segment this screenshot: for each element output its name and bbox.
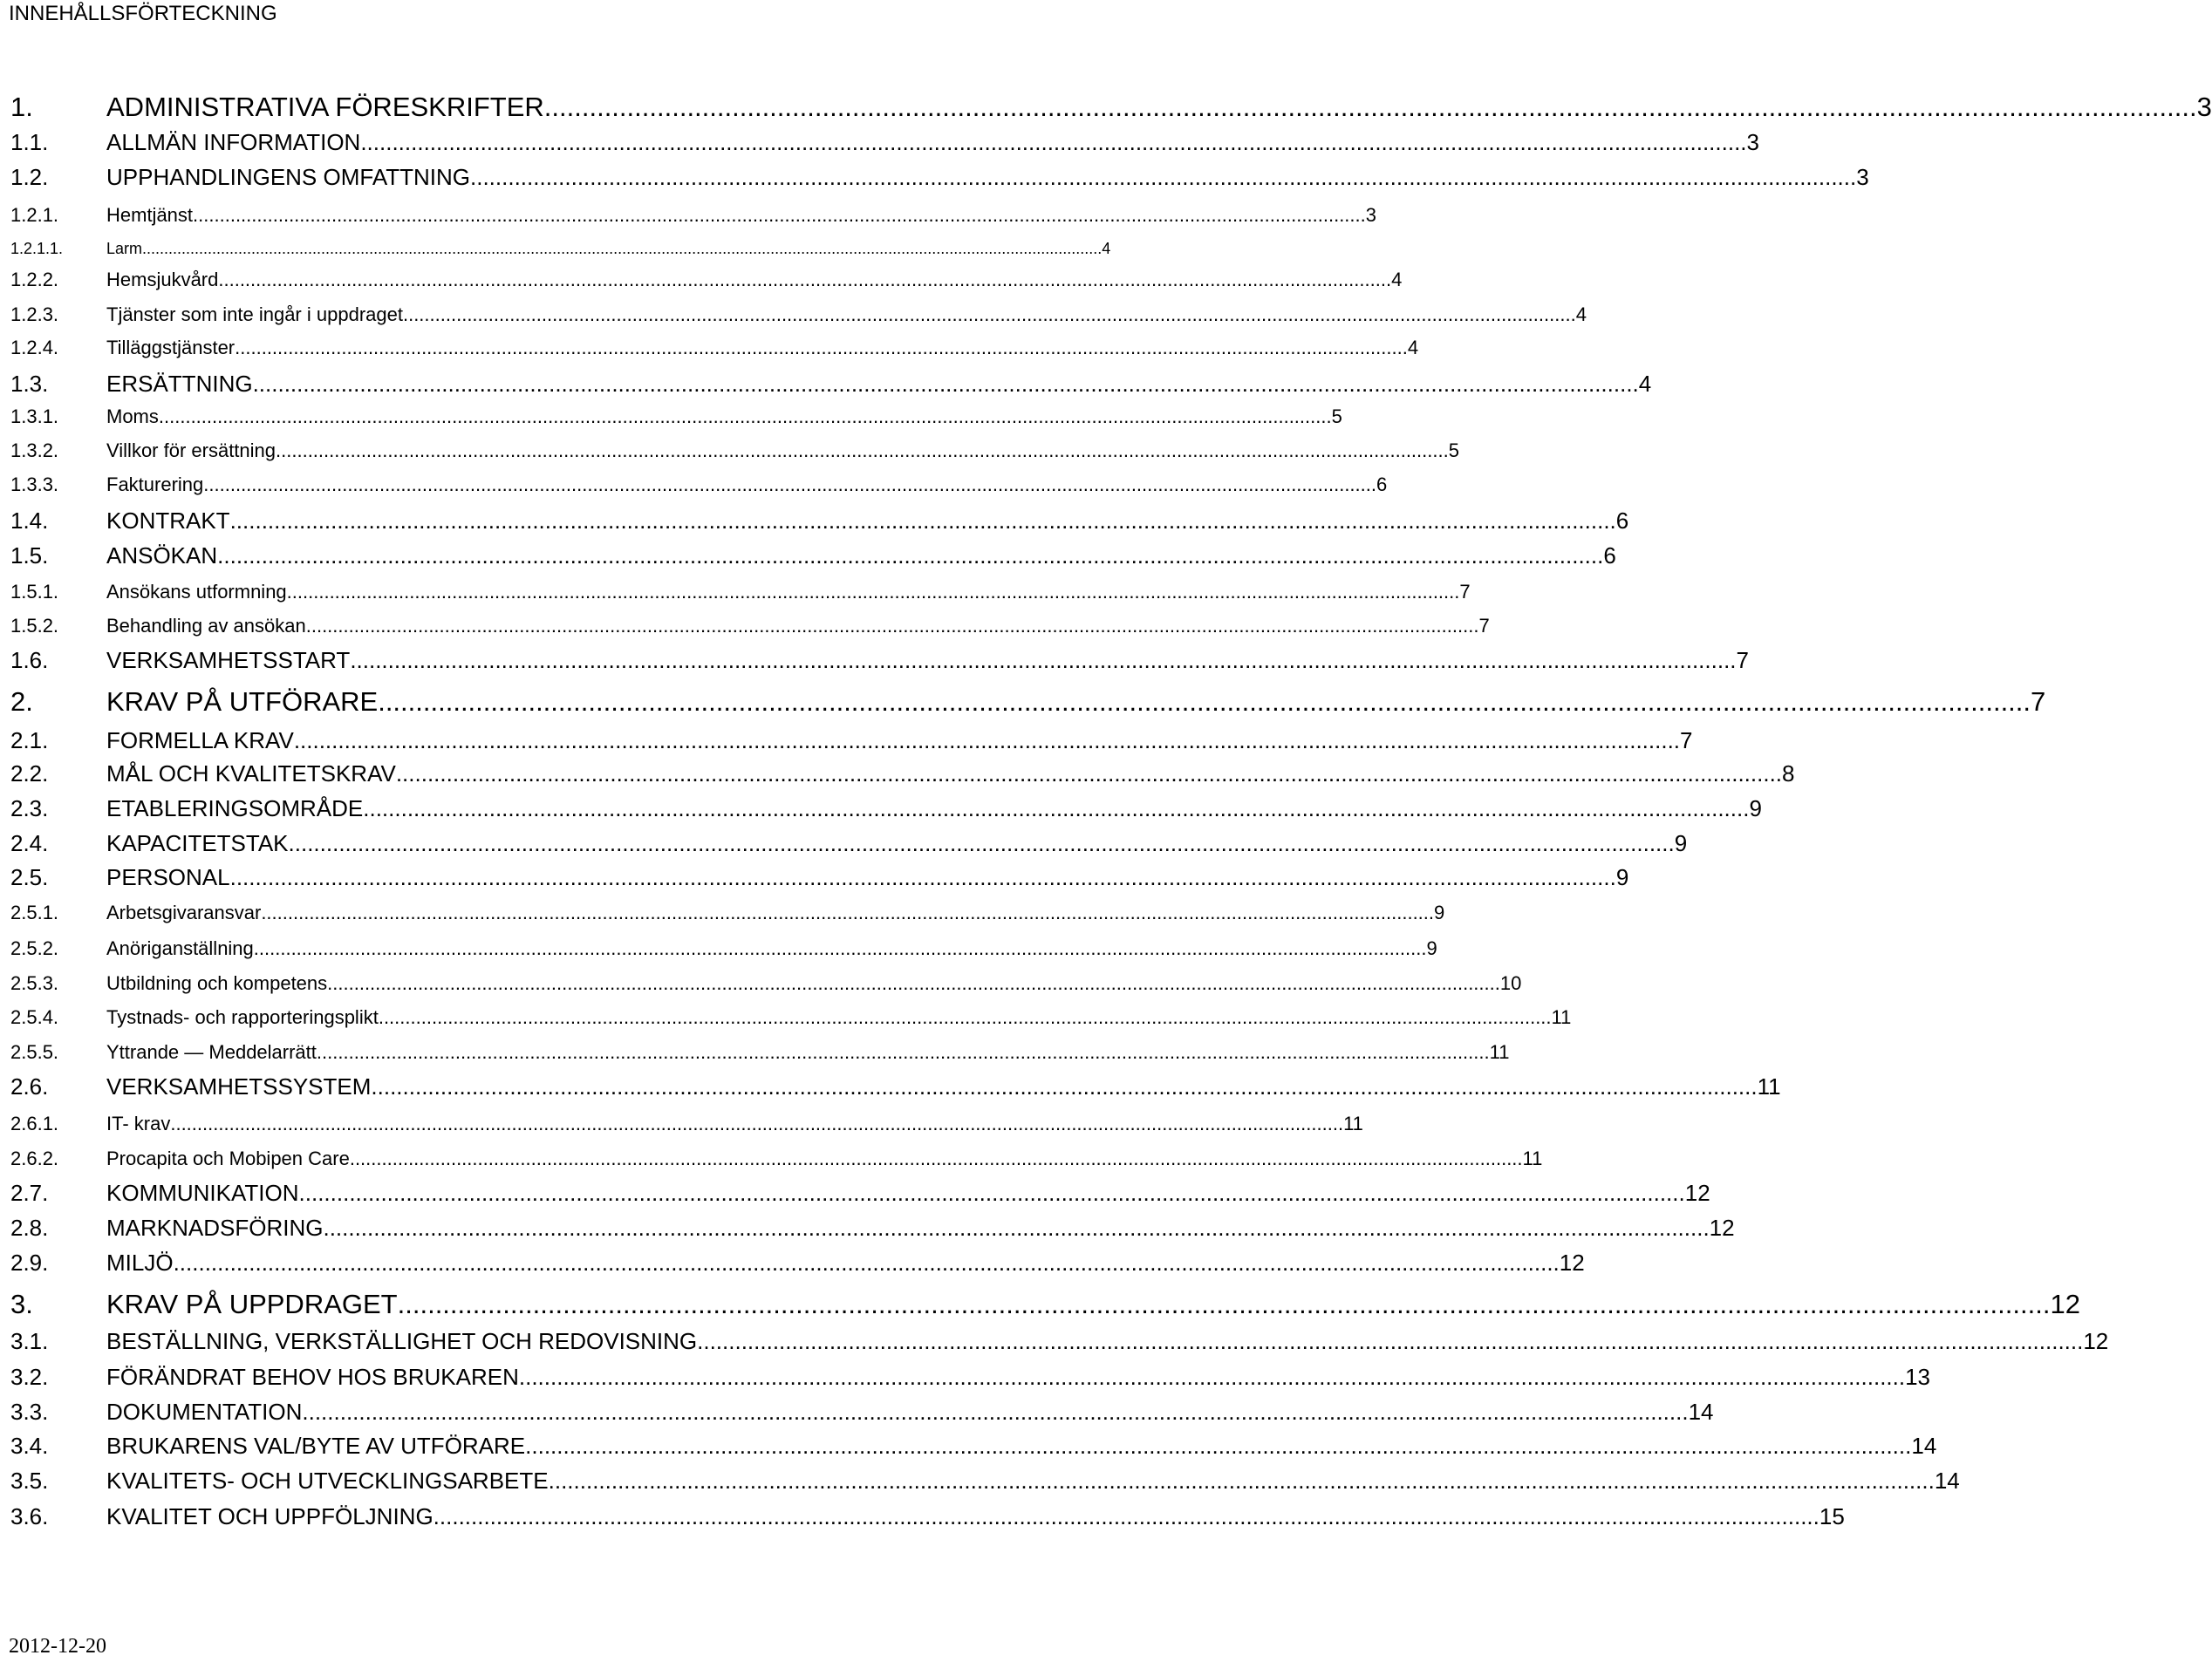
toc-entry-number: 1.2. [10,164,49,190]
toc-leader-dots: ............................................................................................................................................................................................................................ [350,647,1737,673]
toc-leader-dots: ............................................................................................................................................................................................................................ [402,303,1576,325]
toc-entry[interactable] [10,615,1490,637]
toc-entry[interactable] [10,204,1377,226]
toc-leader-dots: ............................................................................................................................................................................................................................ [173,1250,1560,1276]
toc-entry[interactable] [10,164,1869,190]
toc-entry-page: 3 [1365,204,1377,226]
toc-leader-dots: ............................................................................................................................................................................................................................ [288,830,1675,856]
toc-entry[interactable] [10,795,1762,821]
toc-entry-number: 3.4. [10,1433,49,1459]
toc-entry-title: KOMMUNIKATION [106,1180,299,1206]
toc-heading: INNEHÅLLSFÖRTECKNING [9,2,277,25]
toc-entry-page: 4 [1391,269,1403,290]
toc-entry-title: ERSÄTTNING [106,371,253,397]
toc-entry-number: 1.1. [10,129,49,155]
toc-leader-dots: ............................................................................................................................................................................................................................ [302,1399,1689,1425]
toc-entry-page: 12 [1684,1180,1710,1206]
toc-leader-dots: ............................................................................................................................................................................................................................ [543,92,2197,122]
toc-leader-dots: ............................................................................................................................................................................................................................ [378,686,2031,717]
toc-entry[interactable] [10,269,1403,290]
toc-leader-dots: ............................................................................................................................................................................................................................ [142,240,1103,257]
toc-leader-dots: ............................................................................................................................................................................................................................ [158,405,1332,427]
toc-leader-dots: ............................................................................................................................................................................................................................ [397,1289,2051,1319]
toc-leader-dots: ............................................................................................................................................................................................................................ [360,129,1747,155]
toc-leader-dots: ............................................................................................................................................................................................................................ [378,1006,1552,1028]
toc-entry-page: 5 [1331,405,1342,427]
toc-entry-number: 1. [10,92,33,122]
toc-leader-dots: ............................................................................................................................................................................................................................ [305,615,1479,637]
toc-entry[interactable] [10,686,2046,718]
toc-entry-page: 5 [1448,439,1459,461]
toc-entry[interactable] [10,972,1522,994]
toc-entry-title: KRAV PÅ UTFÖRARE [106,686,379,717]
toc-entry-page: 11 [1489,1041,1510,1063]
toc-entry-number: 2.5.1. [10,902,59,923]
toc-entry-number: 1.2.4. [10,337,59,358]
toc-entry-title: BESTÄLLNING, VERKSTÄLLIGHET OCH REDOVISNING [106,1328,698,1354]
toc-entry-title: KAPACITETSTAK [106,830,289,856]
toc-entry-number: 3.2. [10,1364,49,1390]
toc-entry-title: MILJÖ [106,1250,174,1276]
toc-leader-dots: ............................................................................................................................................................................................................................ [293,727,1681,753]
toc-entry-number: 2.5.2. [10,937,59,959]
toc-entry-title: Tilläggstjänster [106,337,236,358]
toc-entry-title: VERKSAMHETSSTART [106,647,351,673]
toc-entry-title: KVALITET OCH UPPFÖLJNING [106,1503,434,1529]
toc-entry-page: 6 [1376,473,1388,495]
footer-date: 2012-12-20 [9,1635,106,1658]
toc-entry-title: Procapita och Mobipen Care [106,1148,350,1169]
toc-leader-dots: ............................................................................................................................................................................................................................ [525,1433,1912,1459]
toc-entry-page: 4 [1638,371,1652,397]
toc-entry-title: Fakturering [106,473,204,495]
toc-entry[interactable] [10,1328,2109,1354]
toc-leader-dots: ............................................................................................................................................................................................................................ [470,164,1857,190]
toc-entry-title: FORMELLA KRAV [106,727,294,753]
toc-leader-dots: ............................................................................................................................................................................................................................ [298,1180,1685,1206]
toc-entry-number: 1.2.2. [10,269,59,290]
toc-entry-number: 2.4. [10,830,49,856]
toc-entry-number: 3. [10,1289,33,1319]
toc-entry-number: 1.4. [10,507,49,534]
toc-entry-number: 1.2.1. [10,204,59,226]
toc-leader-dots: ............................................................................................................................................................................................................................ [395,760,1783,787]
toc-entry-page: 3 [1856,164,1869,190]
toc-entry[interactable] [10,1503,1845,1529]
toc-entry-title: Hemsjukvård [106,269,219,290]
toc-leader-dots: ............................................................................................................................................................................................................................ [217,542,1604,569]
toc-leader-dots: ............................................................................................................................................................................................................................ [252,371,1639,397]
toc-entry-title: Behandling av ansökan [106,615,306,637]
toc-entry-number: 3.6. [10,1503,49,1529]
toc-leader-dots: ............................................................................................................................................................................................................................ [253,937,1427,959]
toc-entry-page: 3 [1746,129,1759,155]
toc-entry-page: 14 [1911,1433,1937,1459]
toc-entry[interactable] [10,1113,1363,1134]
toc-entry-page: 12 [2050,1289,2080,1319]
toc-entry[interactable] [10,1041,1510,1063]
toc-entry[interactable] [10,902,1445,923]
toc-entry[interactable] [10,1073,1781,1100]
toc-entry-title: Moms [106,405,159,427]
toc-entry[interactable] [10,337,1419,358]
toc-entry-page: 9 [1426,937,1437,959]
toc-entry-title: PERSONAL [106,864,230,890]
toc-leader-dots: ............................................................................................................................................................................................................................ [316,1041,1490,1063]
toc-entry-number: 1.5.1. [10,581,59,603]
toc-entry-title: Hemtjänst [106,204,194,226]
toc-entry-number: 1.5.2. [10,615,59,637]
toc-entry-number: 3.3. [10,1399,49,1425]
toc-entry-page: 9 [1434,902,1445,923]
toc-entry[interactable] [10,1364,1931,1390]
toc-entry-number: 2.5.4. [10,1006,59,1028]
toc-entry-title: Tystnads- och rapporteringsplikt [106,1006,379,1028]
toc-entry[interactable] [10,1250,1585,1276]
toc-entry-number: 3.1. [10,1328,49,1354]
toc-leader-dots: ............................................................................................................................................................................................................................ [548,1468,1935,1494]
toc-entry-title: MÅL OCH KVALITETSKRAV [106,760,396,787]
toc-entry-number: 2. [10,686,33,717]
toc-entry[interactable] [10,1433,1937,1459]
toc-entry-number: 2.7. [10,1180,49,1206]
toc-entry-number: 1.6. [10,647,49,673]
toc-entry-title: KVALITETS- OCH UTVECKLINGSARBETE [106,1468,549,1494]
toc-entry[interactable] [10,473,1388,495]
toc-entry[interactable] [10,937,1437,959]
toc-entry-page: 9 [1749,795,1762,821]
toc-entry[interactable] [10,864,1629,890]
toc-leader-dots: ............................................................................................................................................................................................................................ [349,1148,1523,1169]
toc-entry[interactable] [10,240,1111,258]
toc-entry-number: 2.1. [10,727,49,753]
toc-entry-number: 2.2. [10,760,49,787]
toc-entry[interactable] [10,1399,1714,1425]
toc-entry[interactable] [10,647,1749,673]
toc-entry-number: 2.5. [10,864,49,890]
toc-entry[interactable] [10,1180,1710,1206]
toc-entry-number: 1.2.1.1. [10,240,64,257]
toc-entry-title: FÖRÄNDRAT BEHOV HOS BRUKAREN [106,1364,519,1390]
toc-entry-number: 2.9. [10,1250,49,1276]
toc-entry-title: KONTRAKT [106,507,230,534]
toc-entry-page: 11 [1551,1006,1572,1028]
toc-entry-title: Villkor för ersättning [106,439,276,461]
toc-entry-title: Larm [106,240,143,257]
toc-leader-dots: ............................................................................................................................................................................................................................ [229,864,1616,890]
toc-entry-number: 1.3.3. [10,473,59,495]
toc-entry-number: 3.5. [10,1468,49,1494]
toc-entry[interactable] [10,507,1629,534]
toc-entry-page: 13 [1905,1364,1931,1390]
toc-entry[interactable] [10,439,1459,461]
toc-entry-page: 6 [1603,542,1616,569]
toc-leader-dots: ............................................................................................................................................................................................................................ [193,204,1366,226]
toc-leader-dots: ............................................................................................................................................................................................................................ [218,269,1392,290]
toc-entry-title: Utbildning och kompetens [106,972,328,994]
toc-entry[interactable] [10,303,1587,325]
toc-entry-number: 1.3.2. [10,439,59,461]
toc-entry-page: 9 [1674,830,1688,856]
toc-leader-dots: ............................................................................................................................................................................................................................ [327,972,1500,994]
toc-entry-page: 7 [1459,581,1471,603]
toc-entry-page: 11 [1343,1113,1363,1134]
toc-entry-page: 4 [1575,303,1587,325]
toc-entry[interactable] [10,1468,1960,1494]
toc-leader-dots: ............................................................................................................................................................................................................................ [235,337,1408,358]
toc-entry-title: IT- krav [106,1113,171,1134]
toc-entry-number: 1.3. [10,371,49,397]
toc-entry-page: 12 [1559,1250,1585,1276]
toc-entry-page: 15 [1819,1503,1845,1529]
toc-entry-page: 11 [1757,1073,1781,1100]
toc-entry[interactable] [10,830,1688,856]
toc-entry-page: 12 [1709,1215,1735,1241]
toc-entry[interactable] [10,92,2212,123]
toc-entry-title: ANSÖKAN [106,542,218,569]
toc-entry[interactable] [10,129,1759,155]
toc-entry[interactable] [10,542,1616,569]
toc-entry-title: Yttrande — Meddelarrätt [106,1041,317,1063]
toc-entry-page: 11 [1522,1148,1543,1169]
toc-entry-title: ADMINISTRATIVA FÖRESKRIFTER [106,92,544,122]
toc-entry-number: 2.8. [10,1215,49,1241]
toc-entry-page: 4 [1407,337,1419,358]
toc-leader-dots: ............................................................................................................................................................................................................................ [170,1113,1344,1134]
toc-entry-number: 2.3. [10,795,49,821]
toc-leader-dots: ............................................................................................................................................................................................................................ [371,1073,1758,1100]
toc-leader-dots: ............................................................................................................................................................................................................................ [261,902,1435,923]
toc-leader-dots: ............................................................................................................................................................................................................................ [518,1364,1906,1390]
toc-entry-title: KRAV PÅ UPPDRAGET [106,1289,398,1319]
toc-entry[interactable] [10,405,1342,427]
toc-entry-page: 14 [1688,1399,1714,1425]
toc-entry-page: 6 [1615,507,1629,534]
toc-entry-number: 2.6.2. [10,1148,59,1169]
toc-entry-page: 7 [1478,615,1490,637]
toc-entry-page: 9 [1615,864,1629,890]
toc-entry-title: Ansökans utformning [106,581,287,603]
toc-entry[interactable] [10,760,1795,787]
toc-entry[interactable] [10,371,1652,397]
toc-entry-title: Tjänster som inte ingår i uppdraget [106,303,403,325]
toc-entry-page: 3 [2196,92,2212,122]
toc-entry-title: VERKSAMHETSSYSTEM [106,1073,372,1100]
toc-leader-dots: ............................................................................................................................................................................................................................ [697,1328,2084,1354]
toc-entry-number: 1.5. [10,542,49,569]
toc-entry[interactable] [10,1006,1572,1028]
toc-entry[interactable] [10,1148,1543,1169]
toc-entry-page: 12 [2083,1328,2109,1354]
toc-entry[interactable] [10,581,1471,603]
toc-leader-dots: ............................................................................................................................................................................................................................ [286,581,1460,603]
toc-entry-title: BRUKARENS VAL/BYTE AV UTFÖRARE [106,1433,526,1459]
toc-leader-dots: ............................................................................................................................................................................................................................ [363,795,1750,821]
toc-leader-dots: ............................................................................................................................................................................................................................ [276,439,1449,461]
toc-entry-number: 2.5.3. [10,972,59,994]
toc-entry-number: 2.6. [10,1073,49,1100]
toc-entry-page: 10 [1499,972,1522,994]
toc-leader-dots: ............................................................................................................................................................................................................................ [433,1503,1819,1529]
toc-entry-page: 8 [1782,760,1795,787]
toc-entry-number: 2.6.1. [10,1113,59,1134]
toc-entry[interactable] [10,1215,1735,1241]
toc-entry-title: UPPHANDLINGENS OMFATTNING [106,164,471,190]
toc-entry-title: DOKUMENTATION [106,1399,303,1425]
toc-entry-title: ALLMÄN INFORMATION [106,129,361,155]
toc-entry-title: Arbetsgivaransvar [106,902,262,923]
toc-leader-dots: ............................................................................................................................................................................................................................ [229,507,1616,534]
toc-entry-page: 4 [1102,240,1111,257]
toc-entry-page: 7 [2031,686,2046,717]
toc-entry-page: 7 [1680,727,1693,753]
toc-entry-title: MARKNADSFÖRING [106,1215,324,1241]
toc-entry-number: 2.5.5. [10,1041,59,1063]
toc-entry-page: 14 [1934,1468,1960,1494]
toc-entry-number: 1.2.3. [10,303,59,325]
toc-entry-title: Anöriganställning [106,937,254,959]
toc-entry-title: ETABLERINGSOMRÅDE [106,795,364,821]
toc-leader-dots: ............................................................................................................................................................................................................................ [323,1215,1710,1241]
toc-entry[interactable] [10,727,1693,753]
toc-entry-number: 1.3.1. [10,405,59,427]
toc-entry-page: 7 [1736,647,1749,673]
toc-leader-dots: ............................................................................................................................................................................................................................ [203,473,1376,495]
toc-entry[interactable] [10,1289,2080,1320]
